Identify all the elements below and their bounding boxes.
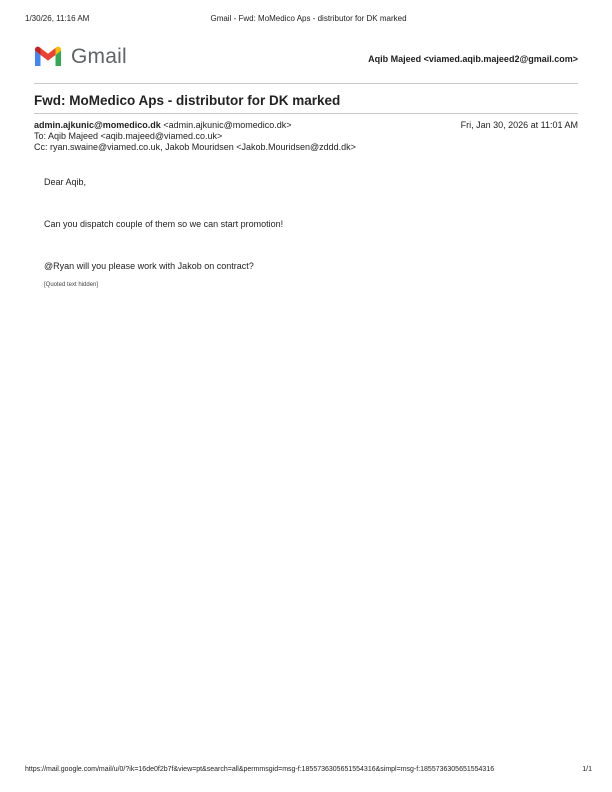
quoted-text-toggle[interactable]: [Quoted text hidden] xyxy=(44,282,99,288)
to-recipients: To: Aqib Majeed <aqib.majeed@viamed.co.uk> xyxy=(34,131,223,141)
gmail-logo[interactable] xyxy=(33,44,127,70)
email-paragraph: @Ryan will you please work with Jakob on contract? xyxy=(44,261,254,271)
print-footer xyxy=(25,766,592,776)
subject-divider xyxy=(34,113,578,114)
sender-address: <admin.ajkunic@momedico.dk> xyxy=(163,120,292,130)
print-page-title: Gmail - Fwd: MoMedico Aps - distributor for DK marked xyxy=(210,14,407,23)
print-url: https://mail.google.com/mail/u/0/?ik=16de0f2b7f&view=pt&search=all&permmsgid=msg-f:1855736305651554316&simpl=msg-f:1855736305651554316 xyxy=(25,766,495,773)
gmail-wordmark: Gmail xyxy=(71,45,127,68)
email-paragraph: Can you dispatch couple of them so we can start promotion! xyxy=(44,219,284,229)
print-header xyxy=(25,14,592,26)
page-number: 1/1 xyxy=(582,766,592,773)
gmail-logo-icon xyxy=(33,46,63,68)
sent-date: Fri, Jan 30, 2026 at 11:01 AM xyxy=(460,120,578,130)
email-subject: Fwd: MoMedico Aps - distributor for DK marked xyxy=(34,93,341,108)
sender-line xyxy=(34,120,578,131)
sender-email[interactable]: admin.ajkunic@momedico.dk xyxy=(34,120,161,130)
account-label: Aqib Majeed <viamed.aqib.majeed2@gmail.com> xyxy=(368,54,578,64)
header-divider xyxy=(34,83,578,84)
email-greeting: Dear Aqib, xyxy=(44,177,87,187)
cc-recipients: Cc: ryan.swaine@viamed.co.uk, Jakob Mouridsen <Jakob.Mouridsen@zddd.dk> xyxy=(34,142,356,152)
print-datetime: 1/30/26, 11:16 AM xyxy=(25,14,90,23)
